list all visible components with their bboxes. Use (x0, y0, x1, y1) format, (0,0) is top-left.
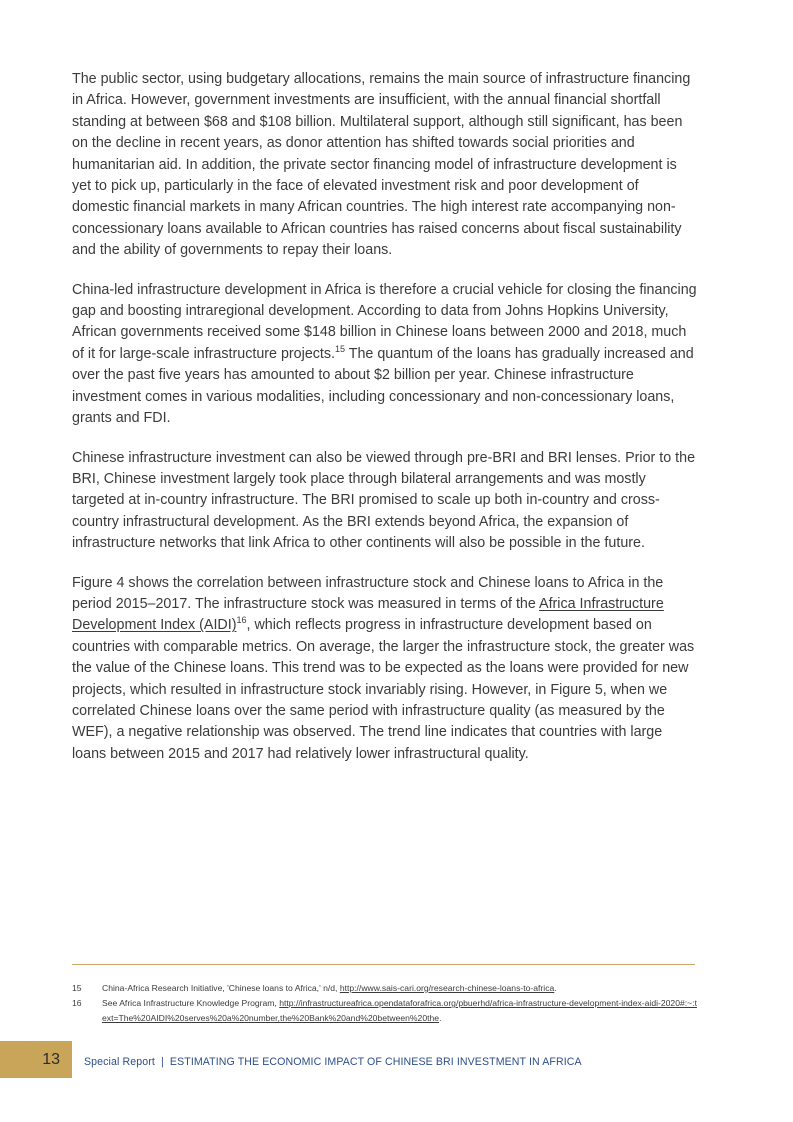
footnote-body: China-Africa Research Initiative, 'Chinese loans to Africa,' n/d, (102, 983, 340, 993)
paragraph-1 (72, 69, 697, 262)
paragraph-4-text-a: Figure 4 shows the correlation between infrastructure stock and Chinese loans to Africa in the period 2015–2017. The infrastructure stock was measured in terms of the (72, 574, 664, 612)
running-footer: Special Report | ESTIMATING THE ECONOMIC IMPACT OF CHINESE BRI INVESTMENT IN AFRICA (84, 1056, 582, 1068)
footnote-text (102, 981, 697, 996)
page-number: 13 (42, 1050, 60, 1068)
footnote-number: 16 (72, 998, 82, 1008)
paragraph-2-text-b: The quantum of the loans has gradually increased and over the past five years has amounted to about $2 billion per year. Chinese infrastructure investment comes in various modalities, including concessionary and non-concessionary loans, grants and FDI. (72, 345, 694, 427)
main-content (72, 69, 697, 783)
paragraph-4 (72, 573, 697, 766)
footnote-body: See Africa Infrastructure Knowledge Program, (102, 998, 280, 1008)
footnote-link[interactable]: http://infrastructureafrica.opendataforafrica.org/pbuerhd/africa-infrastructure-development-index-aidi-2020#:~:text=The%20AIDI%20serves%20a%20number,the%20Bank%20and%20between%20the (102, 998, 697, 1023)
page-number-box (0, 1041, 72, 1078)
paragraph-2 (72, 280, 697, 430)
footnote-end: . (554, 983, 557, 993)
paragraph-2-text-a: China-led infrastructure development in Africa is therefore a crucial vehicle for closing the financing gap and boosting intraregional development. According to data from Johns Hopkins University, African governments received some $148 billion in Chinese loans between 2000 and 2018, much of it for large-scale infrastructure projects. (72, 281, 697, 362)
footnote-link[interactable]: http://www.sais-cari.org/research-chinese-loans-to-africa (339, 983, 555, 993)
footnote-text (102, 996, 697, 1026)
aidi-link[interactable]: Africa Infrastructure Development Index (AIDI) (72, 595, 664, 634)
footnote-number: 15 (72, 983, 82, 993)
footnote-16 (72, 996, 697, 1026)
paragraph-3 (72, 448, 697, 555)
footnote-ref-15[interactable]: 15 (335, 344, 346, 355)
footnote-end: . (439, 1013, 442, 1023)
paragraph-3-text: Chinese infrastructure investment can also be viewed through pre-BRI and BRI lenses. Prior to the BRI, Chinese investment largely took place through bilateral arrangements and was mostly targeted at in-country infrastructure. The BRI promised to scale up both in-country and cross-country infrastructural development. As the BRI extends beyond Africa, the expansion of infrastructure networks that link Africa to other continents will also be possible in the future. (72, 449, 696, 552)
footnote-15 (72, 981, 697, 996)
footnote-ref-16[interactable]: 16 (236, 615, 247, 626)
footnotes (72, 981, 697, 1026)
paragraph-4-text-b: , which reflects progress in infrastructure development based on countries with comparable metrics. On average, the larger the infrastructure stock, the greater was the value of the Chinese loans. This trend was to be expected as the loans were provided for new projects, which resulted in infrastructure stock invariably rising. However, in Figure 5, when we correlated Chinese loans over the same period with infrastructure quality (as measured by the WEF), a negative relationship was observed. The trend line indicates that countries with large loans between 2015 and 2017 had relatively lower infrastructural quality. (72, 617, 695, 762)
footnote-divider (72, 964, 695, 965)
paragraph-1-text: The public sector, using budgetary allocations, remains the main source of infrastructure financing in Africa. However, government investments are insufficient, with the annual financial shortfall standing at between $68 and $108 billion. Multilateral support, although still significant, has been on the decline in recent years, as donor attention has shifted towards social priorities and humanitarian aid. In addition, the private sector financing model of infrastructure development is yet to pick up, particularly in the face of elevated investment risk and poor development of domestic financial markets in many African countries. The high interest rate accompanying non-concessionary loans available to African countries has raised concerns about fiscal sustainability and the ability of governments to repay their loans. (72, 71, 691, 259)
